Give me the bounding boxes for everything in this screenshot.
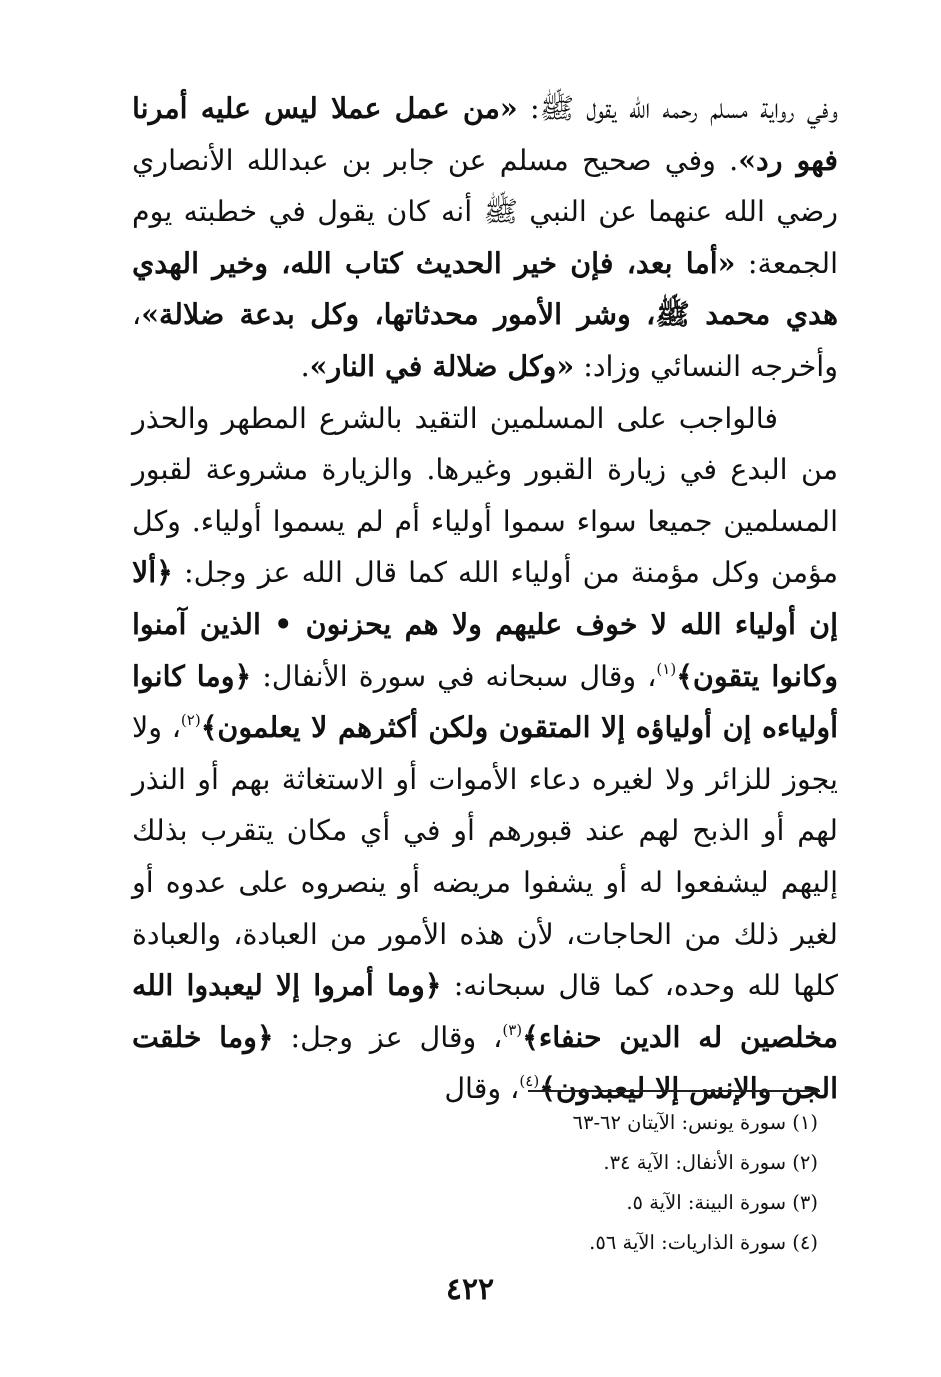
text-span: فالواجب على المسلمين التقيد بالشرع المطهر والحذر من البدع في زيارة القبور وغيرها. والزيارة مشروعة لقبور المسلمين جميعا سواء سموا أولياء أم لم يسموا أولياء. وكل مؤمن وكل مؤمنة من أولياء الله كما قال الله عز وجل: [132, 401, 838, 590]
main-text [132, 83, 838, 1115]
footnote-4: (٤) سورة الذاريات: الآية ٥٦. [589, 1231, 818, 1254]
footnote-1: (١) سورة يونس: الآيتان ٦٢-٦٣ [572, 1111, 818, 1134]
text-span: ، ولا يجوز للزائر ولا لغيره دعاء الأموات أو الاستغاثة بهم أو النذر لهم أو الذبح لهم عند قبورهم أو في أي مكان يتقرب بذلك إليهم ليشفعوا له أو يشفوا مريضه أو ينصروه على عدوه أو لغير ذلك من الحاجات، لأن هذه الأمور من العبادة، والعبادة كلها لله وحده، كما قال سبحانه: [132, 711, 838, 1003]
footnote-divider [528, 1090, 820, 1092]
hadith-quote: «أما بعد، فإن خير الحديث كتاب الله، وخير الهدي هدي محمد ﷺ، وشر الأمور محدثاتها، وكل بدعة ضلالة» [132, 245, 838, 332]
footnote-ref[interactable]: (٢) [180, 711, 201, 730]
quran-verse: ﴿وما خلقت الجن والإنس إلا ليعبدون﴾ [132, 1019, 838, 1106]
footnotes [400, 1103, 818, 1263]
text-span: . [300, 349, 310, 383]
hadith-quote: «وكل ضلالة في النار» [309, 348, 575, 383]
text-span: . وفي صحيح مسلم عن جابر بن عبدالله الأنصاري رضي الله عنهما عن النبي ﷺ أنه كان يقول في خطبته يوم الجمعة: [132, 143, 838, 280]
paragraph-1 [132, 83, 838, 393]
hadith-quote: «من عمل عملا ليس عليه أمرنا فهو رد» [132, 91, 838, 177]
quran-verse: ﴿وما أمروا إلا ليعبدوا الله مخلصين له الدين حنفاء﴾ [132, 968, 839, 1054]
footnote-ref[interactable]: (١) [656, 659, 677, 678]
text-span: ، وأخرجه النسائي وزاد: [132, 298, 838, 383]
text-span: ، وقال سبحانه في سورة الأنفال: [251, 659, 657, 693]
quran-verse: ﴿وما كانوا أولياءه إن أولياؤه إلا المتقون ولكن أكثرهم لا يعلمون﴾ [132, 658, 839, 745]
footnote-3: (٣) سورة البينة: الآية ٥. [626, 1191, 818, 1214]
text-span: وفي رواية مسلم رحمه الله يقول ﷺ: [517, 92, 838, 125]
footnote-ref[interactable]: (٤) [519, 1072, 540, 1091]
footnote-2: (٢) سورة الأنفال: الآية ٣٤. [603, 1151, 818, 1174]
page-number: ٤٢٢ [445, 1272, 495, 1307]
text-span: ، وقال [444, 1072, 520, 1106]
quran-verse: ﴿ألا إن أولياء الله لا خوف عليهم ولا هم يحزنون • الذين آمنوا وكانوا يتقون﴾ [132, 555, 838, 693]
footnote-ref[interactable]: (٣) [502, 1020, 523, 1039]
paragraph-2 [132, 393, 838, 1115]
text-span: ، وقال عز وجل: [273, 1020, 503, 1054]
